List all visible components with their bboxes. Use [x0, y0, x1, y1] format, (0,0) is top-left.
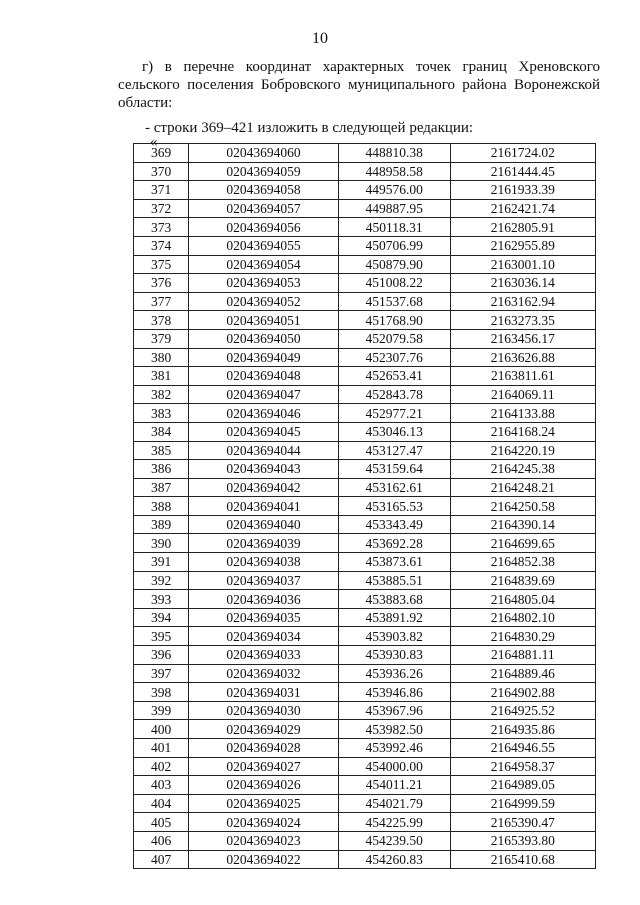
- x-coordinate-cell: 448810.38: [338, 144, 450, 163]
- point-number-cell: 382: [134, 385, 189, 404]
- table-row: [134, 404, 596, 423]
- cadastral-id-cell: 02043694051: [189, 311, 338, 330]
- x-coordinate-cell: 453127.47: [338, 441, 450, 460]
- cadastral-id-cell: 02043694057: [189, 199, 338, 218]
- table-row: [134, 646, 596, 665]
- cadastral-id-cell: 02043694053: [189, 274, 338, 293]
- cadastral-id-cell: 02043694033: [189, 646, 338, 665]
- table-row: [134, 515, 596, 534]
- coordinates-table-body: [134, 144, 596, 869]
- x-coordinate-cell: 450706.99: [338, 236, 450, 255]
- page-number: 10: [312, 30, 328, 47]
- x-coordinate-cell: 453982.50: [338, 720, 450, 739]
- point-number-cell: 397: [134, 664, 189, 683]
- cadastral-id-cell: 02043694043: [189, 460, 338, 479]
- table-row: [134, 850, 596, 869]
- table-row: [134, 664, 596, 683]
- point-number-cell: 376: [134, 274, 189, 293]
- table-row: [134, 553, 596, 572]
- point-number-cell: 394: [134, 608, 189, 627]
- x-coordinate-cell: 450118.31: [338, 218, 450, 237]
- y-coordinate-cell: 2164989.05: [450, 776, 595, 795]
- point-number-cell: 377: [134, 292, 189, 311]
- table-row: [134, 571, 596, 590]
- cadastral-id-cell: 02043694029: [189, 720, 338, 739]
- y-coordinate-cell: 2164935.86: [450, 720, 595, 739]
- table-row: [134, 813, 596, 832]
- y-coordinate-cell: 2164802.10: [450, 608, 595, 627]
- x-coordinate-cell: 453159.64: [338, 460, 450, 479]
- x-coordinate-cell: 454000.00: [338, 757, 450, 776]
- table-row: [134, 720, 596, 739]
- y-coordinate-cell: 2164248.21: [450, 478, 595, 497]
- x-coordinate-cell: 454225.99: [338, 813, 450, 832]
- x-coordinate-cell: 453165.53: [338, 497, 450, 516]
- x-coordinate-cell: 452653.41: [338, 367, 450, 386]
- point-number-cell: 369: [134, 144, 189, 163]
- x-coordinate-cell: 453930.83: [338, 646, 450, 665]
- table-row: [134, 460, 596, 479]
- table-row: [134, 236, 596, 255]
- point-number-cell: 375: [134, 255, 189, 274]
- point-number-cell: 371: [134, 181, 189, 200]
- point-number-cell: 393: [134, 590, 189, 609]
- y-coordinate-cell: 2161444.45: [450, 162, 595, 181]
- x-coordinate-cell: 453903.82: [338, 627, 450, 646]
- point-number-cell: 384: [134, 422, 189, 441]
- x-coordinate-cell: 454011.21: [338, 776, 450, 795]
- table-row: [134, 608, 596, 627]
- cadastral-id-cell: 02043694054: [189, 255, 338, 274]
- x-coordinate-cell: 453162.61: [338, 478, 450, 497]
- x-coordinate-cell: 454239.50: [338, 831, 450, 850]
- point-number-cell: 391: [134, 553, 189, 572]
- table-row: [134, 590, 596, 609]
- x-coordinate-cell: 448958.58: [338, 162, 450, 181]
- point-number-cell: 370: [134, 162, 189, 181]
- opening-quote: «: [150, 134, 158, 150]
- point-number-cell: 398: [134, 683, 189, 702]
- y-coordinate-cell: 2161724.02: [450, 144, 595, 163]
- coordinates-table: [133, 143, 596, 869]
- point-number-cell: 402: [134, 757, 189, 776]
- y-coordinate-cell: 2163811.61: [450, 367, 595, 386]
- y-coordinate-cell: 2165390.47: [450, 813, 595, 832]
- x-coordinate-cell: 453692.28: [338, 534, 450, 553]
- x-coordinate-cell: 453891.92: [338, 608, 450, 627]
- point-number-cell: 396: [134, 646, 189, 665]
- table-row: [134, 534, 596, 553]
- point-number-cell: 374: [134, 236, 189, 255]
- cadastral-id-cell: 02043694036: [189, 590, 338, 609]
- x-coordinate-cell: 453967.96: [338, 701, 450, 720]
- cadastral-id-cell: 02043694049: [189, 348, 338, 367]
- point-number-cell: 385: [134, 441, 189, 460]
- point-number-cell: 404: [134, 794, 189, 813]
- point-number-cell: 381: [134, 367, 189, 386]
- table-row: [134, 292, 596, 311]
- table-row: [134, 329, 596, 348]
- table-row: [134, 422, 596, 441]
- x-coordinate-cell: 453046.13: [338, 422, 450, 441]
- cadastral-id-cell: 02043694035: [189, 608, 338, 627]
- y-coordinate-cell: 2162955.89: [450, 236, 595, 255]
- y-coordinate-cell: 2164999.59: [450, 794, 595, 813]
- x-coordinate-cell: 453992.46: [338, 739, 450, 758]
- cadastral-id-cell: 02043694037: [189, 571, 338, 590]
- table-row: [134, 478, 596, 497]
- table-row: [134, 274, 596, 293]
- table-row: [134, 385, 596, 404]
- point-number-cell: 387: [134, 478, 189, 497]
- point-number-cell: 373: [134, 218, 189, 237]
- table-row: [134, 497, 596, 516]
- y-coordinate-cell: 2161933.39: [450, 181, 595, 200]
- table-row: [134, 181, 596, 200]
- cadastral-id-cell: 02043694046: [189, 404, 338, 423]
- point-number-cell: 372: [134, 199, 189, 218]
- y-coordinate-cell: 2164699.65: [450, 534, 595, 553]
- point-number-cell: 405: [134, 813, 189, 832]
- y-coordinate-cell: 2164390.14: [450, 515, 595, 534]
- y-coordinate-cell: 2164839.69: [450, 571, 595, 590]
- y-coordinate-cell: 2164830.29: [450, 627, 595, 646]
- cadastral-id-cell: 02043694034: [189, 627, 338, 646]
- cadastral-id-cell: 02043694041: [189, 497, 338, 516]
- point-number-cell: 389: [134, 515, 189, 534]
- cadastral-id-cell: 02043694040: [189, 515, 338, 534]
- y-coordinate-cell: 2164220.19: [450, 441, 595, 460]
- table-row: [134, 255, 596, 274]
- y-coordinate-cell: 2164133.88: [450, 404, 595, 423]
- cadastral-id-cell: 02043694039: [189, 534, 338, 553]
- cadastral-id-cell: 02043694031: [189, 683, 338, 702]
- x-coordinate-cell: 453343.49: [338, 515, 450, 534]
- x-coordinate-cell: 452079.58: [338, 329, 450, 348]
- instruction-line: - строки 369–421 изложить в следующей редакции:: [145, 120, 474, 136]
- table-row: [134, 311, 596, 330]
- point-number-cell: 401: [134, 739, 189, 758]
- y-coordinate-cell: 2164168.24: [450, 422, 595, 441]
- x-coordinate-cell: 449576.00: [338, 181, 450, 200]
- cadastral-id-cell: 02043694038: [189, 553, 338, 572]
- cadastral-id-cell: 02043694032: [189, 664, 338, 683]
- x-coordinate-cell: 452843.78: [338, 385, 450, 404]
- x-coordinate-cell: 454260.83: [338, 850, 450, 869]
- y-coordinate-cell: 2164250.58: [450, 497, 595, 516]
- y-coordinate-cell: 2164958.37: [450, 757, 595, 776]
- x-coordinate-cell: 453883.68: [338, 590, 450, 609]
- y-coordinate-cell: 2164881.11: [450, 646, 595, 665]
- cadastral-id-cell: 02043694026: [189, 776, 338, 795]
- table-row: [134, 199, 596, 218]
- table-row: [134, 627, 596, 646]
- table-row: [134, 441, 596, 460]
- point-number-cell: 390: [134, 534, 189, 553]
- cadastral-id-cell: 02043694048: [189, 367, 338, 386]
- x-coordinate-cell: 450879.90: [338, 255, 450, 274]
- point-number-cell: 407: [134, 850, 189, 869]
- x-coordinate-cell: 452977.21: [338, 404, 450, 423]
- y-coordinate-cell: 2163626.88: [450, 348, 595, 367]
- point-number-cell: 399: [134, 701, 189, 720]
- cadastral-id-cell: 02043694052: [189, 292, 338, 311]
- point-number-cell: 378: [134, 311, 189, 330]
- x-coordinate-cell: 451008.22: [338, 274, 450, 293]
- table-row: [134, 683, 596, 702]
- table-row: [134, 701, 596, 720]
- x-coordinate-cell: 454021.79: [338, 794, 450, 813]
- cadastral-id-cell: 02043694050: [189, 329, 338, 348]
- table-row: [134, 144, 596, 163]
- y-coordinate-cell: 2162421.74: [450, 199, 595, 218]
- cadastral-id-cell: 02043694059: [189, 162, 338, 181]
- table-row: [134, 776, 596, 795]
- cadastral-id-cell: 02043694025: [189, 794, 338, 813]
- y-coordinate-cell: 2164946.55: [450, 739, 595, 758]
- x-coordinate-cell: 453936.26: [338, 664, 450, 683]
- y-coordinate-cell: 2165410.68: [450, 850, 595, 869]
- table-row: [134, 348, 596, 367]
- cadastral-id-cell: 02043694022: [189, 850, 338, 869]
- y-coordinate-cell: 2164902.88: [450, 683, 595, 702]
- cadastral-id-cell: 02043694056: [189, 218, 338, 237]
- x-coordinate-cell: 453946.86: [338, 683, 450, 702]
- table-row: [134, 794, 596, 813]
- y-coordinate-cell: 2163273.35: [450, 311, 595, 330]
- table-row: [134, 831, 596, 850]
- point-number-cell: 383: [134, 404, 189, 423]
- cadastral-id-cell: 02043694055: [189, 236, 338, 255]
- cadastral-id-cell: 02043694030: [189, 701, 338, 720]
- point-number-cell: 403: [134, 776, 189, 795]
- y-coordinate-cell: 2163162.94: [450, 292, 595, 311]
- y-coordinate-cell: 2164925.52: [450, 701, 595, 720]
- x-coordinate-cell: 451537.68: [338, 292, 450, 311]
- table-row: [134, 757, 596, 776]
- point-number-cell: 406: [134, 831, 189, 850]
- y-coordinate-cell: 2162805.91: [450, 218, 595, 237]
- point-number-cell: 395: [134, 627, 189, 646]
- point-number-cell: 388: [134, 497, 189, 516]
- y-coordinate-cell: 2164805.04: [450, 590, 595, 609]
- amendment-paragraph: г) в перечне координат характерных точек границ Хреновского сельского поселения Бобровского муниципального района Воронежской области:: [118, 59, 600, 111]
- point-number-cell: 392: [134, 571, 189, 590]
- y-coordinate-cell: 2163456.17: [450, 329, 595, 348]
- x-coordinate-cell: 452307.76: [338, 348, 450, 367]
- cadastral-id-cell: 02043694060: [189, 144, 338, 163]
- x-coordinate-cell: 449887.95: [338, 199, 450, 218]
- y-coordinate-cell: 2164245.38: [450, 460, 595, 479]
- cadastral-id-cell: 02043694058: [189, 181, 338, 200]
- point-number-cell: 380: [134, 348, 189, 367]
- point-number-cell: 379: [134, 329, 189, 348]
- y-coordinate-cell: 2164889.46: [450, 664, 595, 683]
- y-coordinate-cell: 2163036.14: [450, 274, 595, 293]
- cadastral-id-cell: 02043694028: [189, 739, 338, 758]
- point-number-cell: 400: [134, 720, 189, 739]
- table-row: [134, 218, 596, 237]
- cadastral-id-cell: 02043694042: [189, 478, 338, 497]
- y-coordinate-cell: 2163001.10: [450, 255, 595, 274]
- cadastral-id-cell: 02043694047: [189, 385, 338, 404]
- point-number-cell: 386: [134, 460, 189, 479]
- y-coordinate-cell: 2164852.38: [450, 553, 595, 572]
- cadastral-id-cell: 02043694024: [189, 813, 338, 832]
- table-row: [134, 739, 596, 758]
- y-coordinate-cell: 2164069.11: [450, 385, 595, 404]
- x-coordinate-cell: 453885.51: [338, 571, 450, 590]
- cadastral-id-cell: 02043694044: [189, 441, 338, 460]
- cadastral-id-cell: 02043694027: [189, 757, 338, 776]
- table-row: [134, 367, 596, 386]
- x-coordinate-cell: 451768.90: [338, 311, 450, 330]
- cadastral-id-cell: 02043694023: [189, 831, 338, 850]
- cadastral-id-cell: 02043694045: [189, 422, 338, 441]
- x-coordinate-cell: 453873.61: [338, 553, 450, 572]
- table-row: [134, 162, 596, 181]
- y-coordinate-cell: 2165393.80: [450, 831, 595, 850]
